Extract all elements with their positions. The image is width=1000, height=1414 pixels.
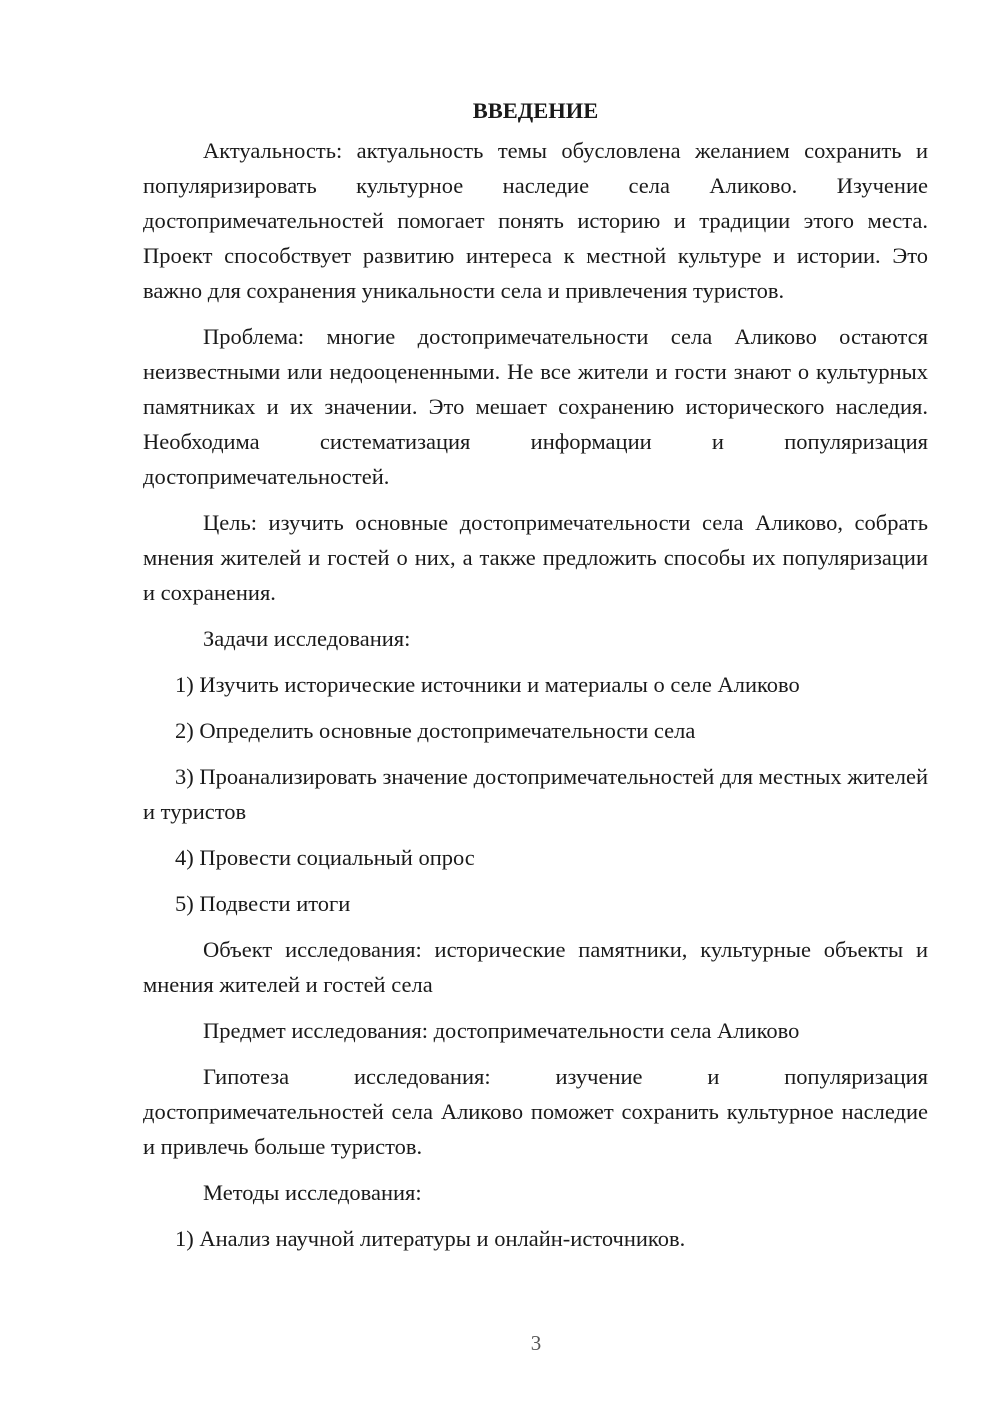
page-number: 3 xyxy=(530,1331,542,1355)
method-item: 1) Анализ научной литературы и онлайн-источников. xyxy=(175,1226,686,1251)
page-content xyxy=(143,93,928,1267)
section-heading: ВВЕДЕНИЕ xyxy=(472,98,599,123)
relevance-paragraph: Актуальность: актуальность темы обусловлена желанием сохранить и популяризировать культурное наследие села Аликово. Изучение достопримечательностей помогает понять историю и традиции этого места. Проект способствует развитию интереса к местной культуре и истории. Это важно для сохранения уникальности села и привлечения туристов. xyxy=(143,138,928,303)
task-item: 2) Определить основные достопримечательности села xyxy=(175,718,696,743)
tasks-title: Задачи исследования: xyxy=(203,626,411,651)
task-item: 1) Изучить исторические источники и материалы о селе Аликово xyxy=(175,672,800,697)
problem-paragraph: Проблема: многие достопримечательности села Аликово остаются неизвестными или недооцененными. Не все жители и гости знают о культурных памятниках и их значении. Это мешает сохранению исторического наследия. Необходима систематизация информации и популяризация достопримечательностей. xyxy=(143,324,928,489)
methods-title: Методы исследования: xyxy=(203,1180,422,1205)
object-paragraph: Объект исследования: исторические памятники, культурные объекты и мнения жителей и гостей села xyxy=(143,937,928,997)
hypothesis-paragraph: Гипотеза исследования: изучение и популяризация достопримечательностей села Аликово поможет сохранить культурное наследие и привлечь больше туристов. xyxy=(143,1064,928,1159)
subject-paragraph: Предмет исследования: достопримечательности села Аликово xyxy=(203,1018,800,1043)
task-item: 3) Проанализировать значение достопримечательностей для местных жителей и туристов xyxy=(143,764,928,824)
task-item: 5) Подвести итоги xyxy=(175,891,351,916)
task-item: 4) Провести социальный опрос xyxy=(175,845,475,870)
goal-paragraph: Цель: изучить основные достопримечательности села Аликово, собрать мнения жителей и гостей о них, а также предложить способы их популяризации и сохранения. xyxy=(143,510,928,605)
